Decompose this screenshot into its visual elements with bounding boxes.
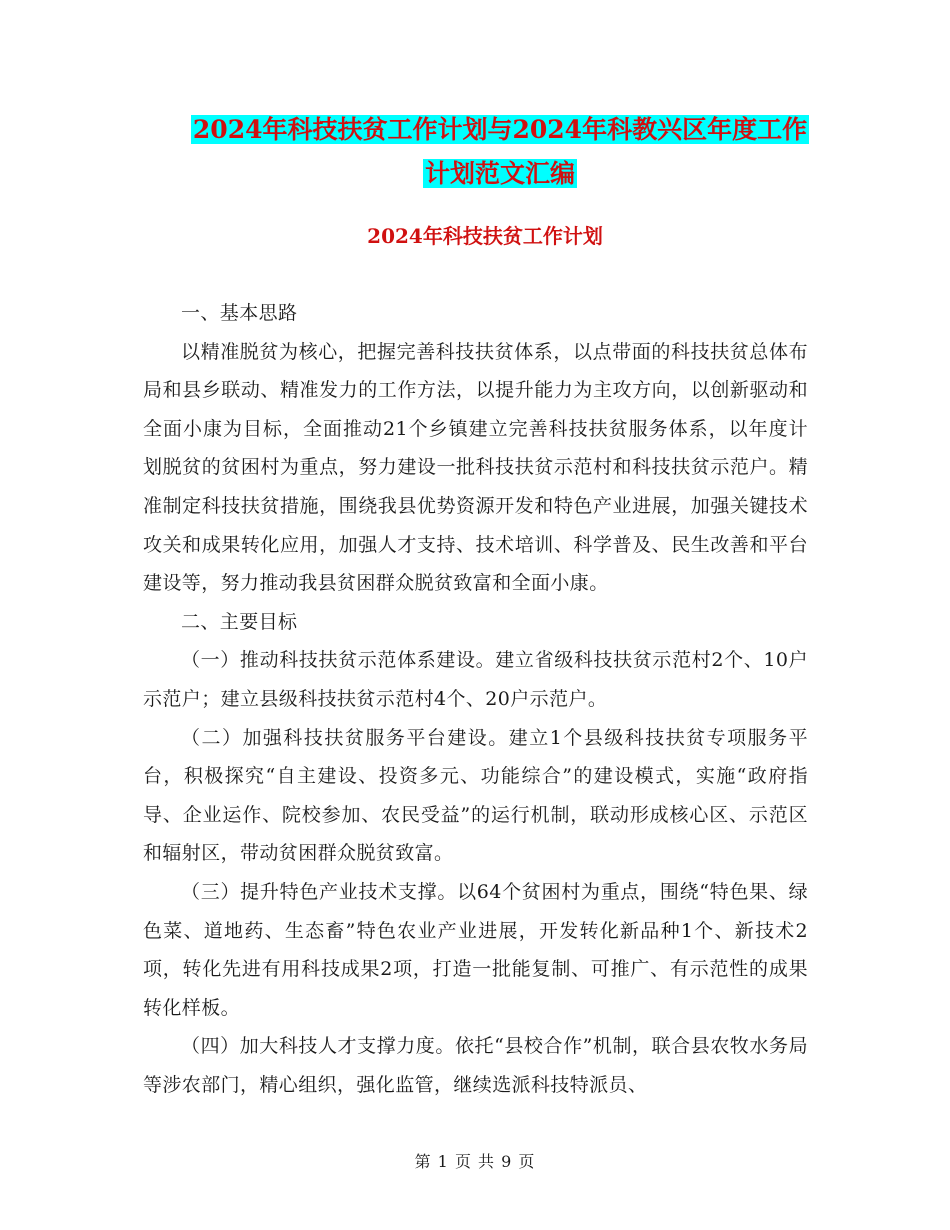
document-title-text-2: 计划范文汇编 xyxy=(424,159,575,188)
heading-basic-approach: 一、基本思路 xyxy=(181,302,298,324)
document-title-line-2 xyxy=(140,152,860,196)
paragraph-goal-3: （三）提升特色产业技术支撑。以64个贫困村为重点，围绕“特色果、绿色菜、道地药、生态畜”特色农业产业进展，开发转化新品种1个、新技术2项，转化先进有用科技成果2项，打造一批能复制、可推广、有示范性的成果转化样板。 xyxy=(143,880,808,1019)
heading-main-goals: 二、主要目标 xyxy=(181,610,298,633)
document-body xyxy=(143,294,808,1104)
paragraph-goal-2: （二）加强科技扶贫服务平台建设。建立1个县级科技扶贫专项服务平台，积极探究“自主建设、投资多元、功能综合”的建设模式，实施“政府指导、企业运作、院校参加、农民受益”的运行机制，联动形成核心区、示范区和辐射区，带动贫困群众脱贫致富。 xyxy=(143,726,808,865)
section-title: 2024年科技扶贫工作计划 xyxy=(367,224,603,248)
document-title-text-1: 2024年科技扶贫工作计划与2024年科教兴区年度工作 xyxy=(192,115,808,144)
document-title-line-1 xyxy=(140,108,860,152)
paragraph-goal-4: （四）加大科技人才支撑力度。依托“县校合作”机制，联合县农牧水务局等涉农部门，精心组织，强化监管，继续选派科技特派员、 xyxy=(143,1035,808,1096)
page-footer: 第 1 页 共 9 页 xyxy=(414,1152,536,1171)
paragraph-basic-approach: 以精准脱贫为核心，把握完善科技扶贫体系，以点带面的科技扶贫总体布局和县乡联动、精准发力的工作方法，以提升能力为主攻方向，以创新驱动和全面小康为目标，全面推动21个乡镇建立完善科技扶贫服务体系，以年度计划脱贫的贫困村为重点，努力建设一批科技扶贫示范村和科技扶贫示范户。精准制定科技扶贫措施，围绕我县优势资源开发和特色产业进展，加强关键技术攻关和成果转化应用，加强人才支持、技术培训、科学普及、民生改善和平台建设等，努力推动我县贫困群众脱贫致富和全面小康。 xyxy=(143,340,808,595)
paragraph-goal-1: （一）推动科技扶贫示范体系建设。建立省级科技扶贫示范村2个、10户示范户；建立县级科技扶贫示范村4个、20户示范户。 xyxy=(143,649,808,710)
